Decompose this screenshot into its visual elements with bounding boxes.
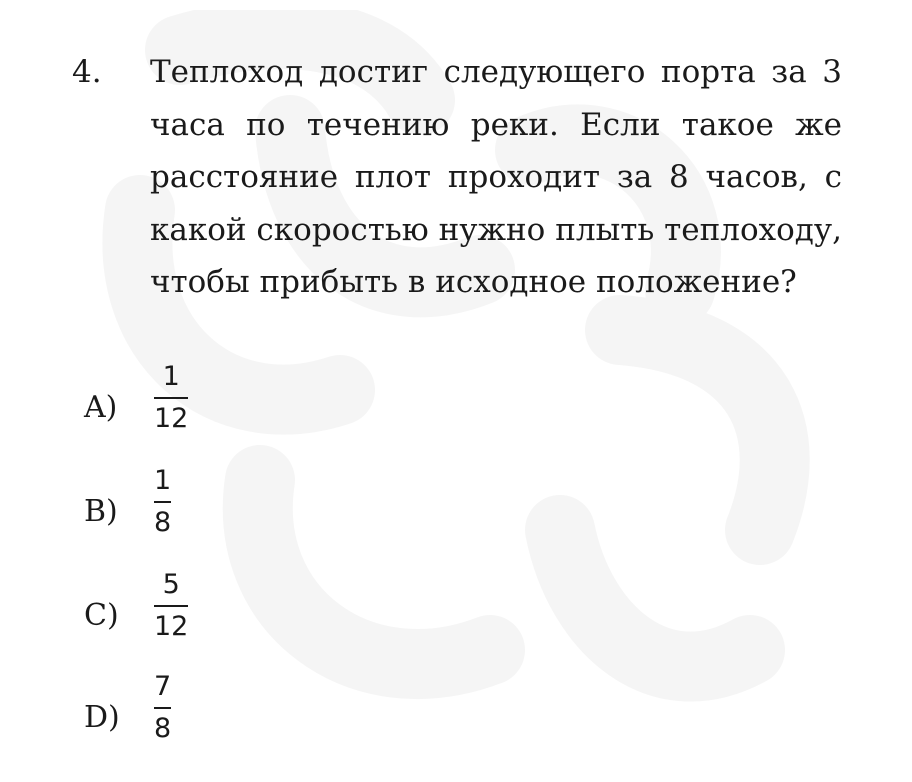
fraction-numerator: 1 [162, 361, 180, 392]
fraction-numerator: 5 [162, 569, 180, 600]
question-text: Теплоход достиг следующего порта за 3 часа по течению реки. Если такое же расстояние плот проходит за 8 часов, с какой скоростью нужно плыть теплоходу, чтобы прибыть в исходное положение? [150, 54, 842, 300]
fraction-denominator: 8 [154, 507, 172, 538]
option-d[interactable] [84, 670, 384, 770]
option-fraction [154, 670, 171, 746]
question-number: 4. [72, 54, 102, 90]
fraction-bar [154, 397, 188, 399]
fraction-numerator: 1 [154, 465, 172, 496]
fraction-bar [154, 501, 171, 503]
fraction-denominator: 8 [154, 713, 172, 744]
option-c[interactable] [84, 568, 384, 668]
option-fraction [154, 568, 188, 644]
fraction-denominator: 12 [154, 403, 189, 434]
fraction-bar [154, 707, 171, 709]
option-a[interactable] [84, 360, 384, 460]
option-b[interactable] [84, 464, 384, 564]
option-letter: D) [84, 700, 120, 735]
fraction-bar [154, 605, 188, 607]
fraction-numerator: 7 [154, 671, 172, 702]
option-letter: A) [84, 390, 118, 425]
option-letter: B) [84, 494, 118, 529]
option-letter: C) [84, 598, 119, 633]
option-fraction [154, 360, 188, 436]
option-fraction [154, 464, 171, 540]
fraction-denominator: 12 [154, 611, 189, 642]
